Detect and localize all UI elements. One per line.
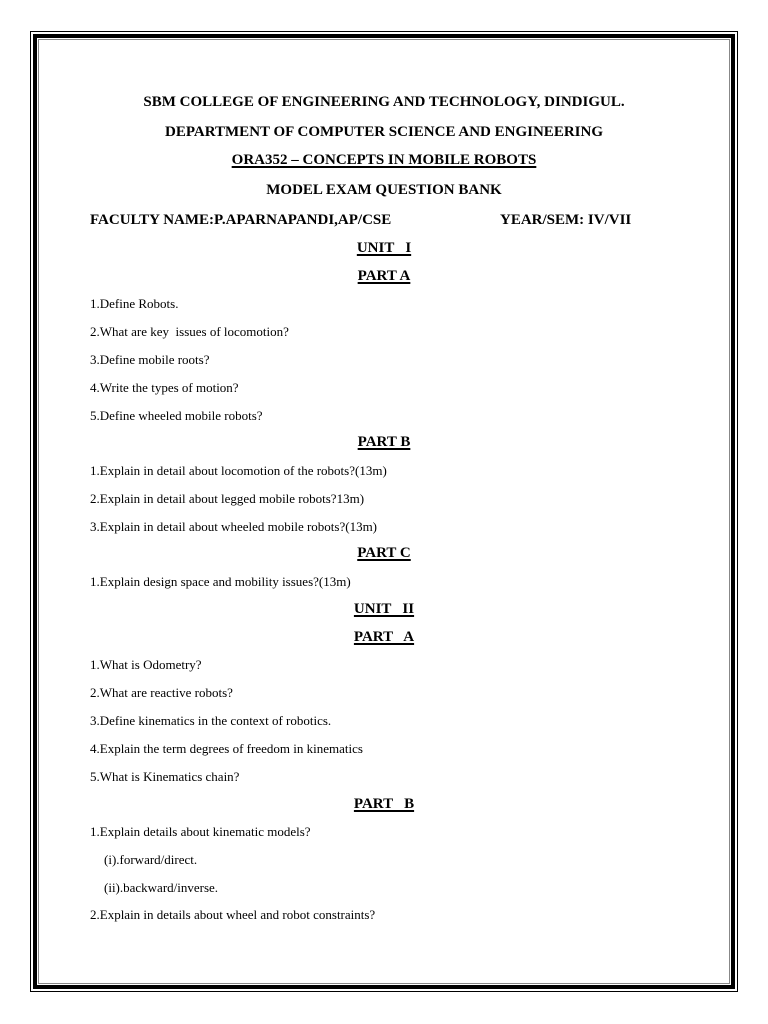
question: 2.Explain in details about wheel and robot constraints? [90, 907, 376, 922]
question: 4.Explain the term degrees of freedom in kinematics [90, 741, 363, 756]
faculty-name: FACULTY NAME:P.APARNAPANDI,AP/CSE [90, 212, 392, 228]
course-title: ORA352 – CONCEPTS IN MOBILE ROBOTS [231, 152, 537, 168]
question: 4.Write the types of motion? [90, 380, 239, 395]
sub-question: (i).forward/direct. [104, 852, 198, 867]
document-title: MODEL EXAM QUESTION BANK [266, 182, 502, 198]
question: 1.Explain design space and mobility issues?(13m) [90, 574, 351, 589]
question: 1.What is Odometry? [90, 657, 202, 672]
year-sem: YEAR/SEM: IV/VII [500, 212, 632, 228]
question: 3.Define mobile roots? [90, 352, 210, 367]
page-border [30, 31, 738, 992]
question: 1.Explain in detail about locomotion of the robots?(13m) [90, 463, 387, 478]
unit-1-part-a-heading: PART A [357, 268, 411, 284]
department-name: DEPARTMENT OF COMPUTER SCIENCE AND ENGINEERING [165, 124, 603, 140]
college-name: SBM COLLEGE OF ENGINEERING AND TECHNOLOGY, DINDIGUL. [143, 94, 625, 110]
question: 1.Explain details about kinematic models? [90, 824, 311, 839]
unit-1-part-c-heading: PART C [357, 545, 411, 561]
question: 5.What is Kinematics chain? [90, 769, 240, 784]
question: 2.Explain in detail about legged mobile robots?13m) [90, 491, 365, 506]
question: 2.What are reactive robots? [90, 685, 233, 700]
question: 1.Define Robots. [90, 296, 179, 311]
unit-2-part-a-heading: PART A [353, 629, 415, 645]
unit-1-part-b-heading: PART B [357, 434, 411, 450]
question: 3.Define kinematics in the context of robotics. [90, 713, 332, 728]
unit-2-part-b-heading: PART B [353, 796, 415, 812]
sub-question: (ii).backward/inverse. [104, 880, 219, 895]
question: 3.Explain in detail about wheeled mobile robots?(13m) [90, 519, 378, 534]
unit-2-heading: UNIT II [353, 601, 415, 617]
unit-1-heading: UNIT I [356, 240, 412, 256]
question: 2.What are key issues of locomotion? [90, 324, 289, 339]
question: 5.Define wheeled mobile robots? [90, 408, 263, 423]
